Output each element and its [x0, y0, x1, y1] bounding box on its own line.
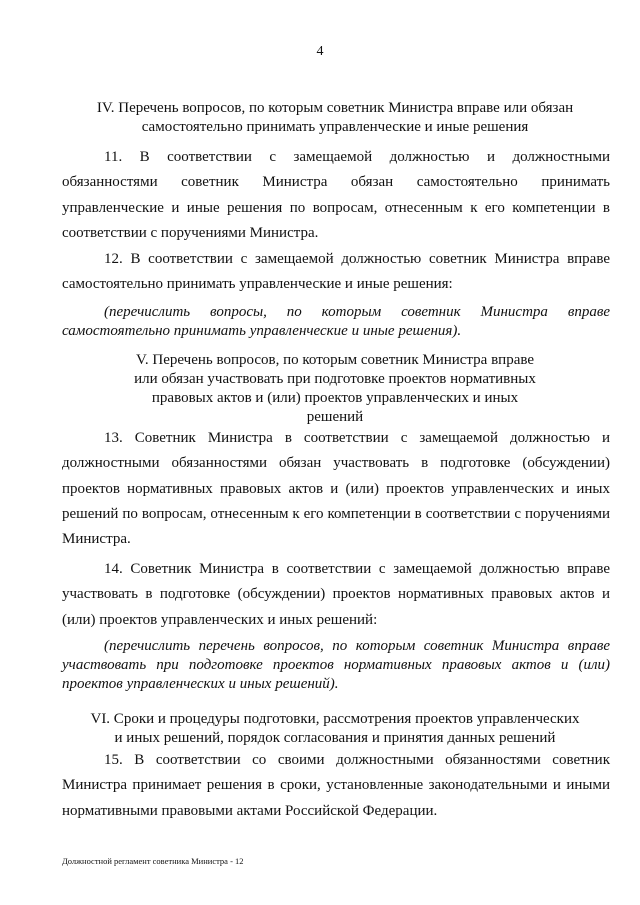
paragraph-14: 14. Советник Министра в соответствии с замещаемой должностью вправе участвовать в подготовке (обсуждении) проектов нормативных правовых актов и (или) проектов управленческих и иных решений: [62, 561, 610, 628]
page-footer: Должностной регламент советника Министра - 12 [62, 856, 244, 866]
page-number: 4 [316, 44, 324, 59]
section-heading-v: V. Перечень вопросов, по которым советник Министра вправе или обязан участвовать при подготовке проектов нормативных правовых актов и (или) проектов управленческих и иных решений [134, 352, 536, 425]
paragraph-12: 12. В соответствии с замещаемой должностью советник Министра вправе самостоятельно принимать управленческие и иные решения: [62, 251, 610, 293]
section-heading-iv: IV. Перечень вопросов, по которым советник Министра вправе или обязан самостоятельно принимать управленческие и иные решения [96, 100, 574, 135]
paragraph-15: 15. В соответствии со своими должностными обязанностями советник Министра принимает решения в сроки, установленные законодательными и иными нормативными правовыми актами Российской Федерации. [62, 752, 610, 819]
paragraph-14-note: (перечислить перечень вопросов, по которым советник Министра вправе участвовать при подготовке проектов нормативных правовых актов и (или) проектов управленческих и иных решений). [62, 638, 610, 692]
section-heading-vi: VI. Сроки и процедуры подготовки, рассмотрения проектов управленческих и иных решений, порядок согласования и принятия данных решений [90, 711, 580, 746]
paragraph-12-note: (перечислить вопросы, по которым советник Министра вправе самостоятельно принимать управленческие и иные решения). [62, 304, 610, 339]
paragraph-13: 13. Советник Министра в соответствии с замещаемой должностью и должностными обязанностями обязан участвовать в подготовке (обсуждении) проектов нормативных правовых актов и (или) проектов управленческих и иных решений по вопросам, отнесенным к его компетенции в соответствии с поручениями Министра. [62, 430, 610, 548]
paragraph-11: 11. В соответствии с замещаемой должностью и должностными обязанностями советник Министра обязан самостоятельно принимать управленческие и иные решения по вопросам, отнесенным к его компетенции в соответствии с поручениями Министра. [62, 149, 610, 241]
